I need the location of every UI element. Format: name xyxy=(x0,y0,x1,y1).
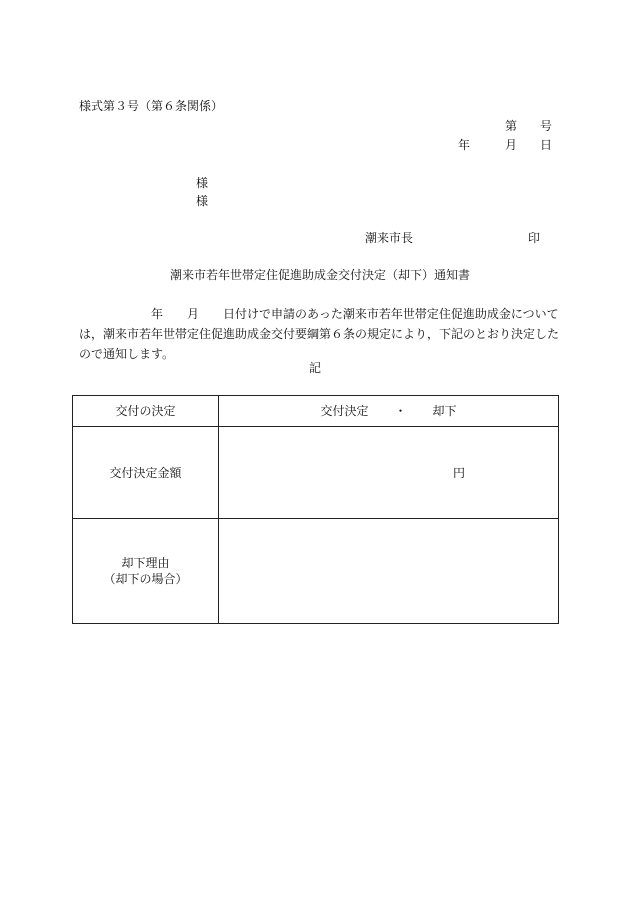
body-paragraph xyxy=(79,304,560,364)
decision-table xyxy=(72,395,559,624)
reject-reason-label-line-1: 却下理由 xyxy=(121,556,170,570)
addressee-2: 様 xyxy=(196,194,209,208)
table-row-decision xyxy=(73,396,559,427)
date-month: 月 xyxy=(505,138,518,152)
seal-mark: 印 xyxy=(528,231,541,245)
yen-unit: 円 xyxy=(453,466,466,480)
addressee-1: 様 xyxy=(196,176,209,190)
option-separator: ・ xyxy=(394,404,407,418)
sender-title: 潮来市長 xyxy=(365,231,414,245)
body-line-1-text: 日付けで申請のあった潮来市若年世帯定住促進助成金について xyxy=(223,307,559,321)
body-line-3: ので通知します。 xyxy=(79,347,175,361)
ki-heading: 記 xyxy=(309,361,322,375)
body-month: 月 xyxy=(187,307,200,321)
reject-reason-label xyxy=(73,519,219,624)
amount-field xyxy=(219,427,559,519)
document-number-prefix: 第 xyxy=(505,119,518,133)
date-year: 年 xyxy=(458,138,471,152)
reject-reason-field xyxy=(219,519,559,624)
reject-reason-label-line-2: （却下の場合） xyxy=(103,572,188,586)
table-row-reject-reason xyxy=(73,519,559,624)
date-day: 日 xyxy=(540,138,553,152)
decision-options xyxy=(219,396,559,427)
table-row-amount xyxy=(73,427,559,519)
document-title: 潮来市若年世帯定住促進助成金交付決定（却下）通知書 xyxy=(170,268,471,282)
body-line-1 xyxy=(79,304,557,324)
amount-label: 交付決定金額 xyxy=(73,427,219,519)
decision-label: 交付の決定 xyxy=(73,396,219,427)
option-grant: 交付決定 xyxy=(320,404,369,418)
form-number: 様式第３号（第６条関係） xyxy=(79,99,224,113)
document-number-suffix: 号 xyxy=(540,119,553,133)
body-line-2: は，潮来市若年世帯定住促進助成金交付要綱第６条の規定により，下記のとおり決定した xyxy=(79,327,560,341)
option-reject: 却下 xyxy=(432,404,457,418)
body-year: 年 xyxy=(151,307,164,321)
